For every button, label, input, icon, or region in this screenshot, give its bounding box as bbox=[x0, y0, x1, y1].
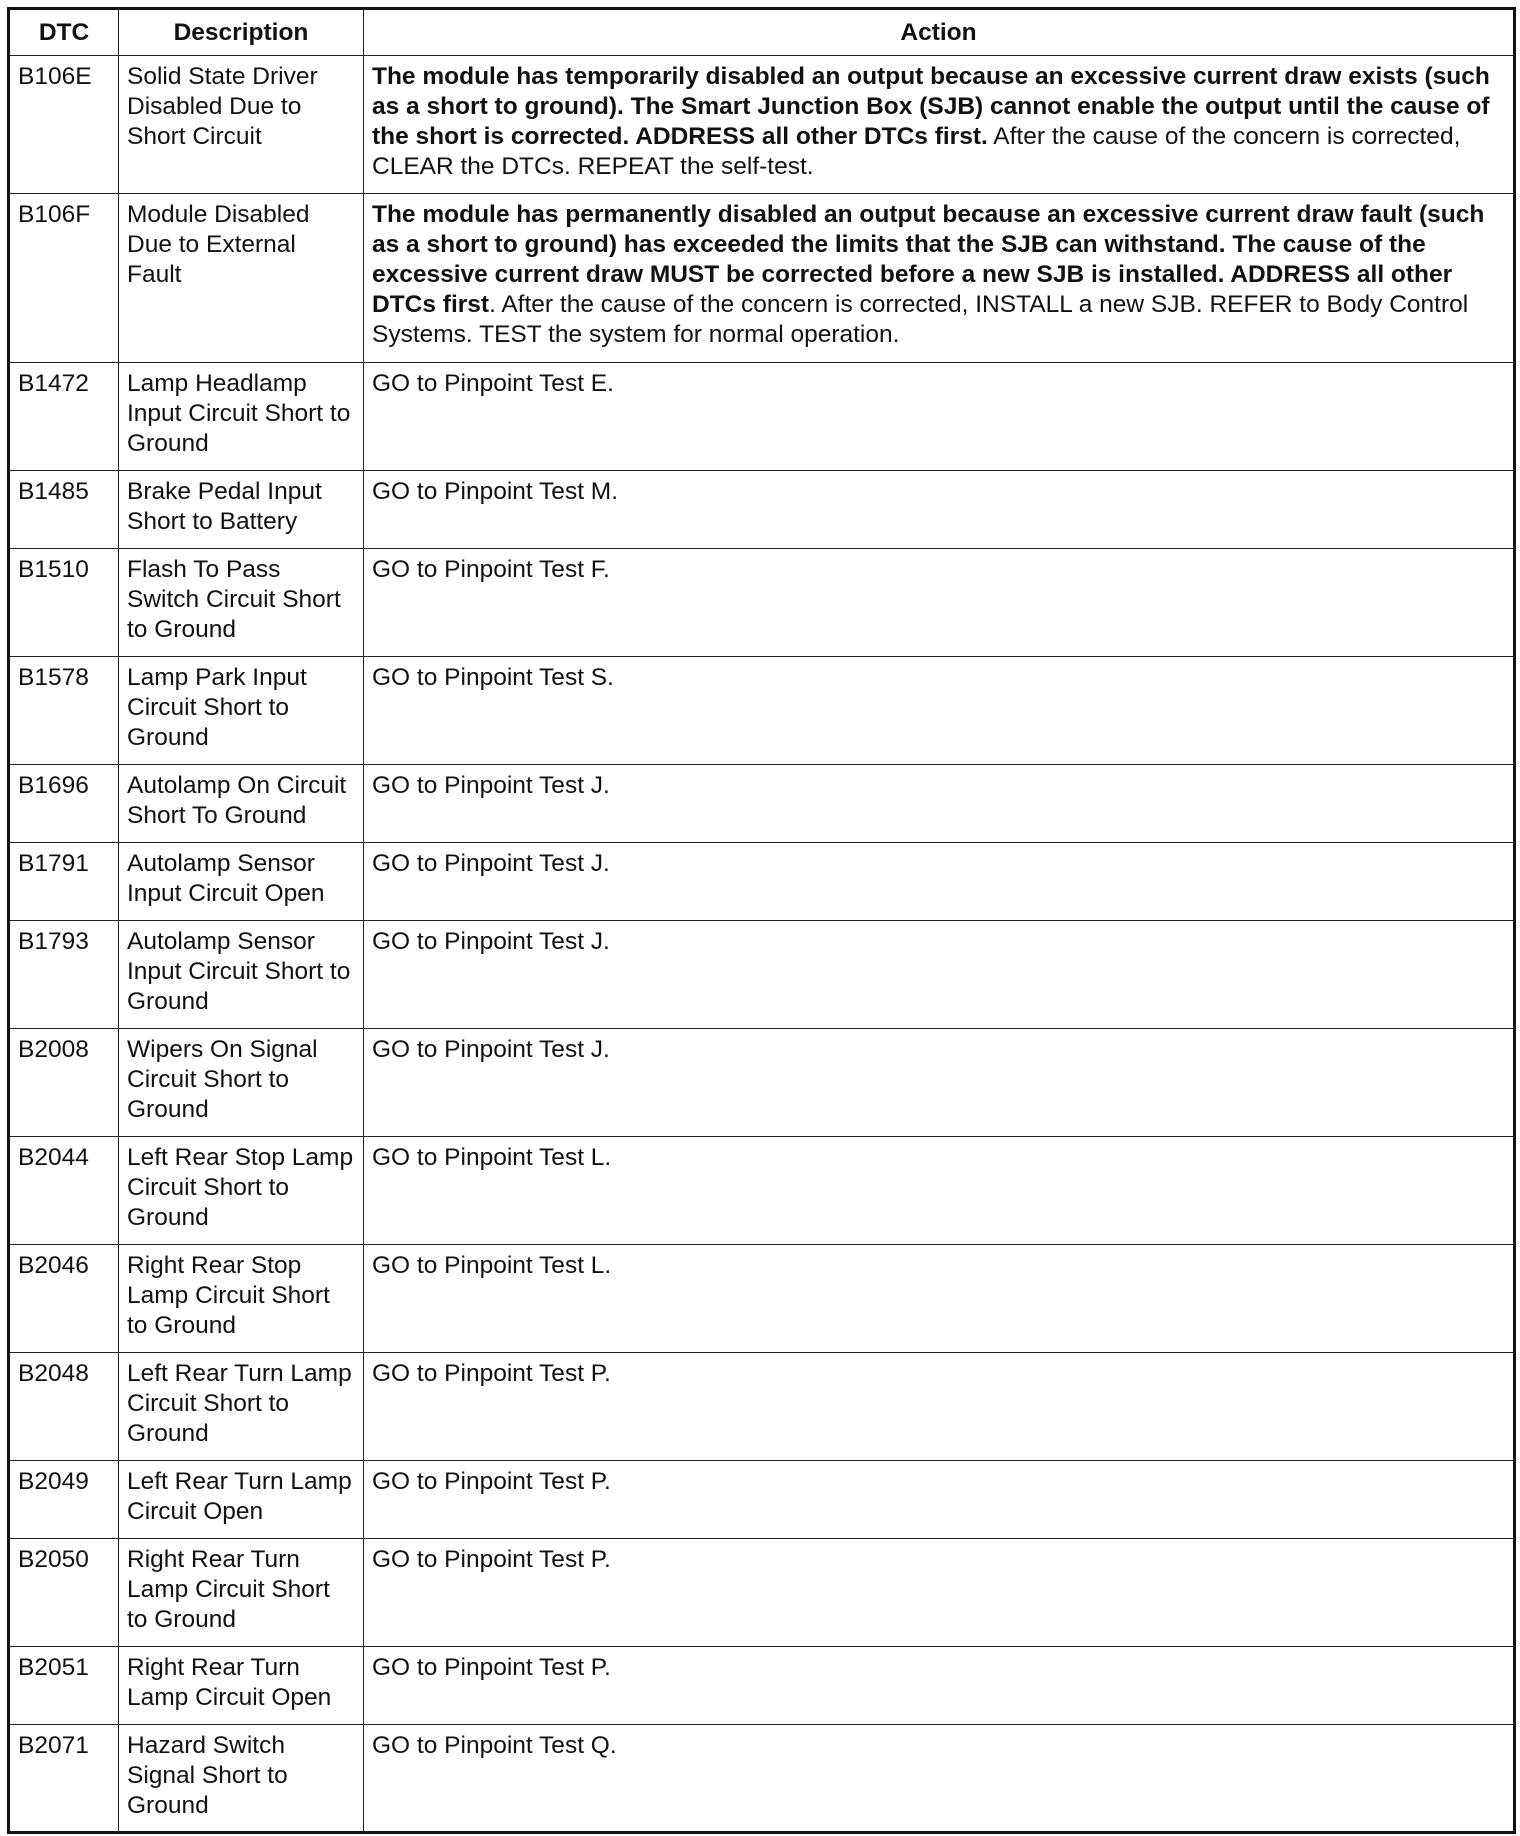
action-text: GO to Pinpoint Test L. bbox=[372, 1252, 612, 1279]
dtc-code: B1472 bbox=[9, 363, 119, 471]
dtc-action bbox=[364, 921, 1515, 1029]
action-text: GO to Pinpoint Test J. bbox=[372, 772, 610, 799]
dtc-description: Wipers On Signal Circuit Short to Ground bbox=[119, 1029, 364, 1137]
dtc-action bbox=[364, 1461, 1515, 1539]
action-text: GO to Pinpoint Test P. bbox=[372, 1468, 611, 1495]
action-text: GO to Pinpoint Test J. bbox=[372, 850, 610, 877]
action-text: After the cause of the concern is corrected, CLEAR the DTCs. REPEAT the self-test. bbox=[372, 123, 1461, 180]
dtc-action bbox=[364, 56, 1515, 194]
dtc-action bbox=[364, 1029, 1515, 1137]
dtc-description: Right Rear Turn Lamp Circuit Short to Ground bbox=[119, 1539, 364, 1647]
dtc-description: Hazard Switch Signal Short to Ground bbox=[119, 1725, 364, 1833]
dtc-description: Left Rear Turn Lamp Circuit Open bbox=[119, 1461, 364, 1539]
action-text: GO to Pinpoint Test E. bbox=[372, 370, 614, 397]
dtc-description: Left Rear Stop Lamp Circuit Short to Ground bbox=[119, 1137, 364, 1245]
table-row bbox=[9, 1029, 1515, 1137]
dtc-description: Autolamp Sensor Input Circuit Short to Ground bbox=[119, 921, 364, 1029]
dtc-code: B1485 bbox=[9, 471, 119, 549]
dtc-action bbox=[364, 194, 1515, 363]
dtc-action bbox=[364, 549, 1515, 657]
action-bold-text: The module has permanently disabled an output because an excessive current draw fault (such as a short to ground) has exceeded the limits that the SJB can withstand. The cause of the excessive current draw MUST be corrected before a new SJB is installed. ADDRESS all other DTCs first bbox=[372, 201, 1485, 318]
dtc-description: Flash To Pass Switch Circuit Short to Ground bbox=[119, 549, 364, 657]
dtc-action bbox=[364, 843, 1515, 921]
header-description: Description bbox=[119, 9, 364, 56]
action-text: GO to Pinpoint Test L. bbox=[372, 1144, 612, 1171]
dtc-code: B1793 bbox=[9, 921, 119, 1029]
table-row bbox=[9, 921, 1515, 1029]
table-row bbox=[9, 1647, 1515, 1725]
action-text: GO to Pinpoint Test P. bbox=[372, 1360, 611, 1387]
table-header-row bbox=[9, 9, 1515, 56]
table-row bbox=[9, 1353, 1515, 1461]
dtc-code: B2049 bbox=[9, 1461, 119, 1539]
table-row bbox=[9, 1137, 1515, 1245]
dtc-code: B2048 bbox=[9, 1353, 119, 1461]
action-text: GO to Pinpoint Test J. bbox=[372, 928, 610, 955]
table-row bbox=[9, 765, 1515, 843]
table-row bbox=[9, 194, 1515, 363]
dtc-action bbox=[364, 657, 1515, 765]
table-row bbox=[9, 1725, 1515, 1833]
action-text: GO to Pinpoint Test Q. bbox=[372, 1732, 617, 1759]
table-row bbox=[9, 363, 1515, 471]
table-row bbox=[9, 1539, 1515, 1647]
dtc-description: Right Rear Turn Lamp Circuit Open bbox=[119, 1647, 364, 1725]
action-text: GO to Pinpoint Test M. bbox=[372, 478, 619, 505]
dtc-code: B1696 bbox=[9, 765, 119, 843]
action-text: . After the cause of the concern is corrected, INSTALL a new SJB. REFER to Body Control Systems. TEST the system for normal operation. bbox=[372, 291, 1469, 348]
action-text: GO to Pinpoint Test J. bbox=[372, 1036, 610, 1063]
header-dtc: DTC bbox=[9, 9, 119, 56]
dtc-code: B2050 bbox=[9, 1539, 119, 1647]
dtc-action bbox=[364, 363, 1515, 471]
dtc-table-page bbox=[7, 7, 1513, 1829]
dtc-description: Brake Pedal Input Short to Battery bbox=[119, 471, 364, 549]
dtc-action bbox=[364, 1539, 1515, 1647]
dtc-code: B2071 bbox=[9, 1725, 119, 1833]
dtc-code: B2051 bbox=[9, 1647, 119, 1725]
dtc-description: Lamp Headlamp Input Circuit Short to Ground bbox=[119, 363, 364, 471]
action-text: GO to Pinpoint Test F. bbox=[372, 556, 610, 583]
table-row bbox=[9, 657, 1515, 765]
dtc-code: B2008 bbox=[9, 1029, 119, 1137]
action-text: GO to Pinpoint Test S. bbox=[372, 664, 614, 691]
dtc-description: Lamp Park Input Circuit Short to Ground bbox=[119, 657, 364, 765]
dtc-action bbox=[364, 471, 1515, 549]
dtc-action bbox=[364, 1725, 1515, 1833]
table-row bbox=[9, 56, 1515, 194]
dtc-code: B2044 bbox=[9, 1137, 119, 1245]
dtc-description: Autolamp On Circuit Short To Ground bbox=[119, 765, 364, 843]
table-row bbox=[9, 1461, 1515, 1539]
dtc-code: B1510 bbox=[9, 549, 119, 657]
dtc-code: B106F bbox=[9, 194, 119, 363]
action-text: GO to Pinpoint Test P. bbox=[372, 1654, 611, 1681]
dtc-description: Solid State Driver Disabled Due to Short Circuit bbox=[119, 56, 364, 194]
dtc-action bbox=[364, 1245, 1515, 1353]
table-row bbox=[9, 843, 1515, 921]
table-row bbox=[9, 1245, 1515, 1353]
dtc-code: B1578 bbox=[9, 657, 119, 765]
dtc-code: B2046 bbox=[9, 1245, 119, 1353]
dtc-description: Autolamp Sensor Input Circuit Open bbox=[119, 843, 364, 921]
dtc-action bbox=[364, 1647, 1515, 1725]
dtc-code: B106E bbox=[9, 56, 119, 194]
dtc-table bbox=[7, 7, 1516, 1834]
header-action: Action bbox=[364, 9, 1515, 56]
dtc-description: Left Rear Turn Lamp Circuit Short to Ground bbox=[119, 1353, 364, 1461]
action-text: GO to Pinpoint Test P. bbox=[372, 1546, 611, 1573]
dtc-code: B1791 bbox=[9, 843, 119, 921]
dtc-action bbox=[364, 1137, 1515, 1245]
action-bold-text: The module has temporarily disabled an output because an excessive current draw exists (such as a short to ground). The Smart Junction Box (SJB) cannot enable the output until the cause of the short is corrected. ADDRESS all other DTCs first. bbox=[372, 63, 1490, 150]
dtc-action bbox=[364, 1353, 1515, 1461]
table-row bbox=[9, 549, 1515, 657]
dtc-description: Module Disabled Due to External Fault bbox=[119, 194, 364, 363]
dtc-description: Right Rear Stop Lamp Circuit Short to Ground bbox=[119, 1245, 364, 1353]
table-row bbox=[9, 471, 1515, 549]
dtc-action bbox=[364, 765, 1515, 843]
